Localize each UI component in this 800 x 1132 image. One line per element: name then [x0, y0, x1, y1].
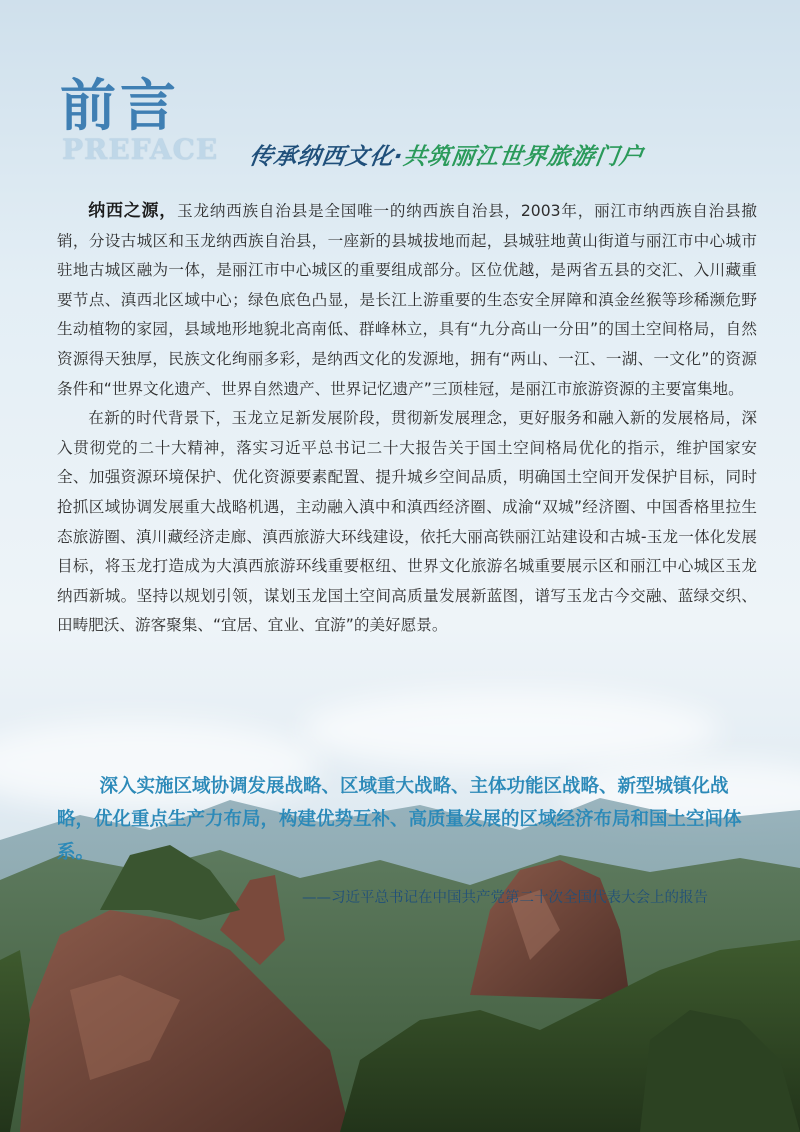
paragraph-2: 在新的时代背景下，玉龙立足新发展阶段，贯彻新发展理念，更好服务和融入新的发展格局，深入贯彻党的二十大精神，落实习近平总书记二十大报告关于国土空间格局优化的指示，维护国家安全、加强资源环境保护、优化资源要素配置、提升城乡空间品质，明确国土空间开发保护目标，同时抢抓区域协调发展重大战略机遇，主动融入滇中和滇西经济圈、成渝“双城”经济圈、中国香格里拉生态旅游圈、滇川藏经济走廊、滇西旅游大环线建设，依托大丽高铁丽江站建设和古城-玉龙一体化发展目标，将玉龙打造成为大滇西旅游环线重要枢纽、世界文化旅游名城重要展示区和丽江中心城区玉龙纳西新城。坚持以规划引领，谋划玉龙国土空间高质量发展新蓝图，谱写玉龙古今交融、蓝绿交织、田畴肥沃、游客聚集、“宜居、宜业、宜游”的美好愿景。	[57, 409, 757, 635]
quote-source: ——习近平总书记在中国共产党第二十次全国代表大会上的报告	[302, 890, 708, 906]
preface-body	[57, 197, 757, 641]
cloud-decoration	[300, 690, 720, 770]
paragraph-1	[57, 197, 757, 404]
slogan-part-1: 传承纳西文化·	[247, 144, 406, 170]
page-subtitle: PREFACE	[62, 133, 219, 166]
quote-text: 深入实施区域协调发展战略、区域重大战略、主体功能区战略、新型城镇化战略，优化重点生产力布局，构建优势互补、高质量发展的区域经济布局和国土空间体系。	[57, 776, 742, 863]
slogan	[248, 138, 646, 171]
paragraph-1-lead: 纳西之源，	[88, 201, 178, 221]
page-title: 前言	[60, 73, 180, 139]
slogan-part-2: 共筑丽江世界旅游门户	[401, 144, 646, 170]
paragraph-1-text: 玉龙纳西族自治县是全国唯一的纳西族自治县，2003年，丽江市纳西族自治县撤销，分设古城区和玉龙纳西族自治县，一座新的县城拔地而起，县城驻地黄山街道与丽江市中心城市驻地古城区融为一体，是丽江市中心城区的重要组成部分。区位优越，是两省五县的交汇、入川藏重要节点、滇西北区域中心；绿色底色凸显，是长江上游重要的生态安全屏障和滇金丝猴等珍稀濒危野生动植物的家园，县域地形地貌北高南低、群峰林立，具有“九分高山一分田”的国土空间格局，自然资源得天独厚，民族文化绚丽多彩，是纳西文化的发源地，拥有“两山、一江、一湖、一文化”的资源条件和“世界文化遗产、世界自然遗产、世界记忆遗产”三顶桂冠，是丽江市旅游资源的主要富集地。	[57, 202, 758, 398]
